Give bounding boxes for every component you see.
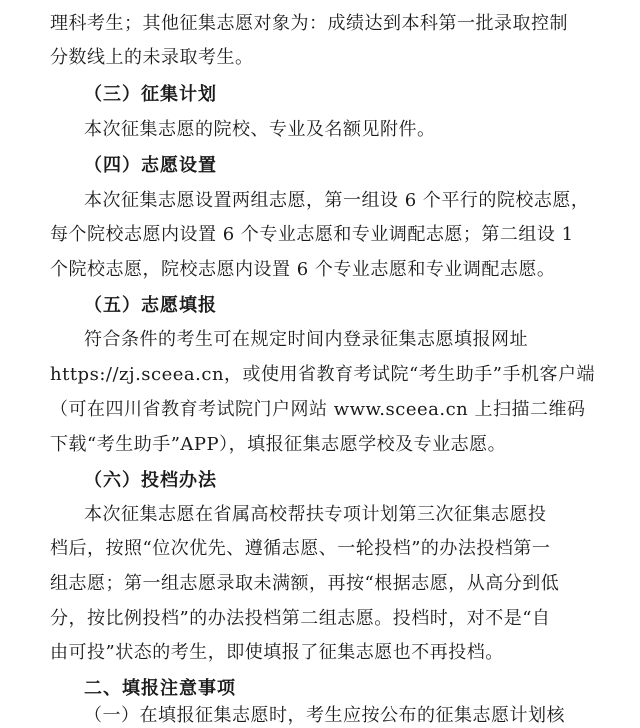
body-text-line: 每个院校志愿内设置 6 个专业志愿和专业调配志愿；第二组设 1 [50, 224, 574, 245]
section-heading-6: （六）投档办法 [84, 470, 217, 491]
body-text-line: 分，按比例投档”的办法投档第二组志愿。投档时，对不是“自 [50, 608, 551, 629]
body-text-line: 由可投”状态的考生，即使填报了征集志愿也不再投档。 [50, 642, 504, 663]
body-text-line: （可在四川省教育考试院门户网站 www.sceea.cn 上扫描二维码 [50, 399, 586, 420]
body-text-line: 理科考生；其他征集志愿对象为：成绩达到本科第一批录取控制 [50, 13, 568, 34]
section-heading-two: 二、填报注意事项 [84, 678, 236, 699]
section-heading-4: （四）志愿设置 [84, 155, 217, 176]
body-text-line: 符合条件的考生可在规定时间内登录征集志愿填报网址 [84, 329, 528, 350]
body-text-line: 分数线上的未录取考生。 [50, 47, 254, 68]
section-heading-5: （五）志愿填报 [84, 295, 217, 316]
body-text-line: 本次征集志愿的院校、专业及名额见附件。 [84, 119, 436, 140]
body-text-line-url: https://zj.sceea.cn，或使用省教育考试院“考生助手”手机客户端 [50, 364, 595, 385]
body-text-line: 组志愿；第一组志愿录取未满额，再按“根据志愿，从高分到低 [50, 573, 560, 594]
body-text-line: 下载“考生助手”APP），填报征集志愿学校及专业志愿。 [50, 434, 507, 455]
body-text-line: 本次征集志愿在省属高校帮扶专项计划第三次征集志愿投 [84, 504, 547, 525]
body-text-line: 本次征集志愿设置两组志愿，第一组设 6 个平行的院校志愿， [84, 190, 590, 211]
section-heading-3: （三）征集计划 [84, 84, 217, 105]
body-text-line: 个院校志愿，院校志愿内设置 6 个专业志愿和专业调配志愿。 [50, 259, 556, 280]
body-text-line: 档后，按照“位次优先、遵循志愿、一轮投档”的办法投档第一 [50, 538, 551, 559]
body-text-line: （一）在填报征集志愿时，考生应按公布的征集志愿计划核 [84, 705, 565, 726]
